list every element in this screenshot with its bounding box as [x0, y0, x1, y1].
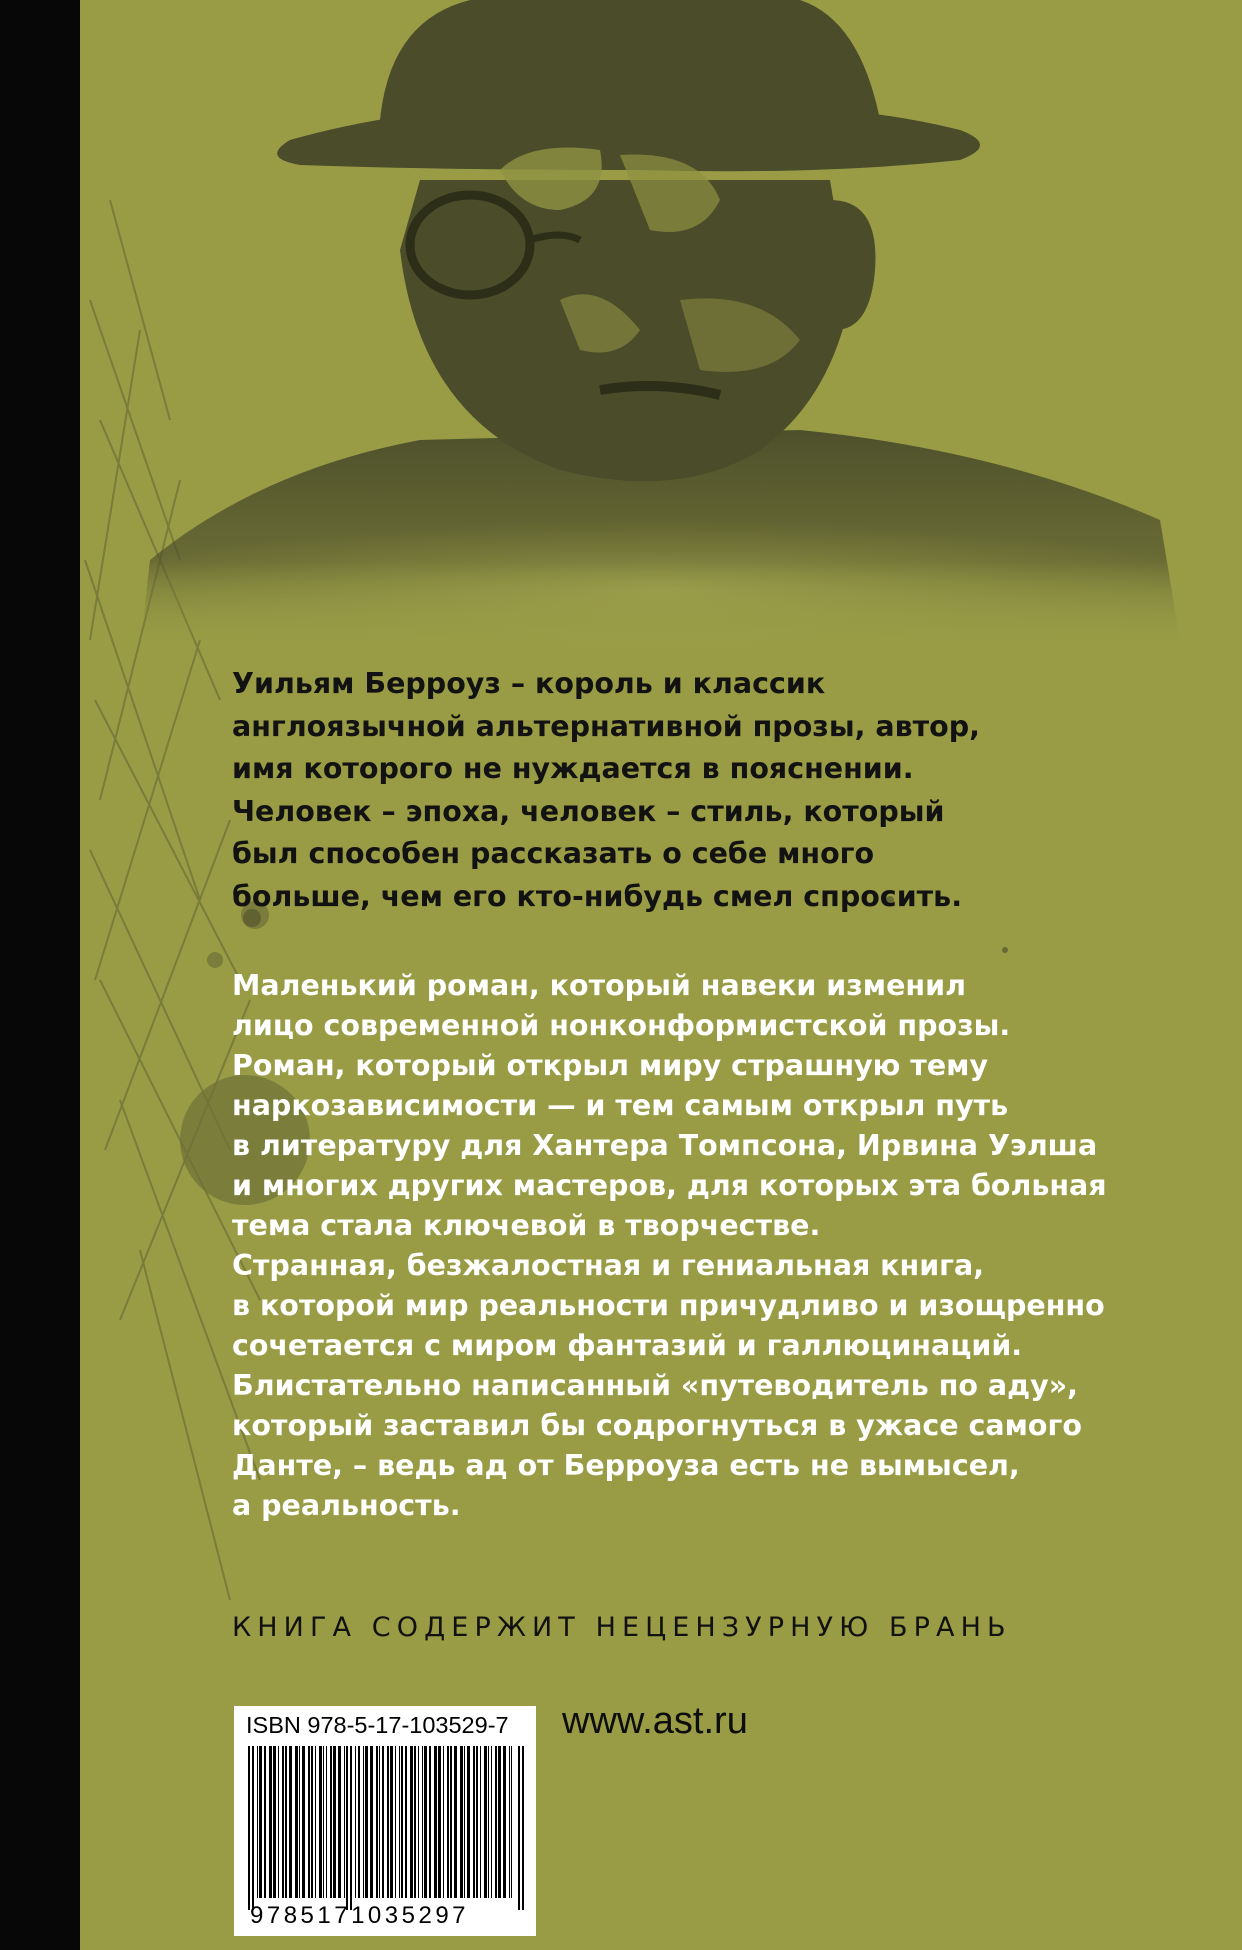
barcode-bar: [450, 1746, 452, 1898]
blurb-line: был способен рассказать о себе много: [232, 837, 875, 870]
barcode-bar: [382, 1746, 384, 1898]
description-line: сочетается с миром фантазий и галлюцинаций.: [232, 1329, 1023, 1362]
barcode-bar: [401, 1746, 403, 1898]
barcode-bar: [454, 1746, 457, 1898]
barcode-bar: [418, 1746, 419, 1898]
barcode-bar: [460, 1746, 463, 1898]
description-line: который заставил бы содрогнуться в ужасе самого: [232, 1409, 1082, 1442]
blurb-line: имя которого не нуждается в пояснении.: [232, 752, 914, 785]
barcode-digits: 9785171035297: [250, 1902, 470, 1929]
barcode-bar: [480, 1746, 481, 1898]
blurb-line: Человек – эпоха, человек – стиль, который: [232, 794, 945, 828]
barcode-bar: [467, 1746, 470, 1898]
description-line: в которой мир реальности причудливо и изощренно: [232, 1289, 1105, 1322]
barcode-bar: [498, 1746, 501, 1898]
barcode-bar: [447, 1746, 449, 1898]
barcode-bar: [495, 1746, 497, 1898]
barcode-bar: [376, 1746, 378, 1898]
blurb-line: англоязычной альтернативной прозы, автор,: [232, 709, 980, 743]
barcode-bar: [344, 1746, 345, 1898]
barcode-bar: [330, 1746, 332, 1898]
blurb-line: Уильям Берроуз – король и классик: [232, 667, 826, 700]
barcode-bar: [438, 1746, 441, 1898]
description-line: Странная, безжалостная и гениальная книга,: [232, 1249, 985, 1282]
barcode-guard-bar: [248, 1746, 250, 1910]
barcode-bar: [379, 1746, 380, 1898]
barcode-bar: [473, 1746, 475, 1898]
barcode-bar: [429, 1746, 431, 1898]
barcode-bar: [257, 1746, 258, 1898]
barcode-bar: [308, 1746, 310, 1898]
description-line: лицо современной нонконформистской прозы.: [232, 1009, 1011, 1042]
barcode-bar: [464, 1746, 465, 1898]
barcode-bar: [484, 1746, 487, 1898]
barcode-bar: [319, 1746, 322, 1898]
barcode-bar: [424, 1746, 427, 1898]
barcode-bar: [387, 1746, 389, 1898]
barcode-guard-bar: [518, 1746, 520, 1910]
book-description: [232, 966, 1152, 1526]
barcode-guard-bar: [350, 1746, 352, 1910]
barcode-bar: [370, 1746, 373, 1898]
barcode-bar: [488, 1746, 489, 1898]
barcode-bar: [509, 1746, 510, 1898]
barcode-bar: [302, 1746, 305, 1898]
description-line: тема стала ключевой в творчестве.: [232, 1209, 821, 1242]
blurb-line: больше, чем его кто-нибудь смел спросить.: [232, 879, 963, 913]
barcode-bar: [405, 1746, 407, 1898]
barcode-bar: [395, 1746, 396, 1898]
barcode-guard-bar: [522, 1746, 524, 1910]
barcode-bar: [311, 1746, 313, 1898]
author-blurb: [232, 663, 1132, 918]
barcode-bar: [414, 1746, 416, 1898]
barcode-bar: [358, 1746, 360, 1898]
barcode-bar: [333, 1746, 336, 1898]
barcode-bar: [264, 1746, 266, 1898]
barcode-bar: [273, 1746, 276, 1898]
barcode-bar: [511, 1746, 512, 1898]
barcode-bar: [410, 1746, 413, 1898]
description-line: Блистательно написанный «путеводитель по аду»,: [232, 1369, 1078, 1402]
book-spine: [0, 0, 80, 1950]
description-line: а реальность.: [232, 1489, 461, 1522]
barcode-bar: [399, 1746, 400, 1898]
barcode-bar: [363, 1746, 364, 1898]
barcode-bar: [491, 1746, 492, 1898]
barcode-bar: [434, 1746, 437, 1898]
description-line: и многих других мастеров, для которых эта больная: [232, 1169, 1107, 1202]
barcode-bar: [289, 1746, 292, 1898]
barcode-bar: [443, 1746, 444, 1898]
description-line: Маленький роман, который навеки изменил: [232, 969, 966, 1002]
content-warning: КНИГА СОДЕРЖИТ НЕЦЕНЗУРНУЮ БРАНЬ: [232, 1612, 1012, 1643]
barcode-guard-bar: [252, 1746, 254, 1910]
barcode-bar: [315, 1746, 316, 1898]
description-line: в литературу для Хантера Томпсона, Ирвина Уэлша: [232, 1129, 1098, 1162]
barcode-bar: [282, 1746, 284, 1898]
barcode-bar: [355, 1746, 356, 1898]
isbn-label: ISBN 978-5-17-103529-7: [246, 1712, 509, 1738]
barcode-bar: [269, 1746, 272, 1898]
barcode-bar: [338, 1746, 341, 1898]
barcode-bar: [278, 1746, 279, 1898]
barcode-bar: [299, 1746, 300, 1898]
barcode-bar: [503, 1746, 506, 1898]
isbn-barcode: [234, 1706, 536, 1936]
description-line: наркозависимости — и тем самым открыл путь: [232, 1089, 1009, 1122]
barcode-bar: [422, 1746, 423, 1898]
barcode-bar: [285, 1746, 287, 1898]
barcode-bar: [295, 1746, 298, 1898]
description-line: Роман, который открыл миру страшную тему: [232, 1049, 989, 1082]
description-line: Данте, – ведь ад от Берроуза есть не вымысел,: [232, 1449, 1020, 1482]
barcode-bar: [326, 1746, 327, 1898]
barcode-bar: [323, 1746, 324, 1898]
barcode-bar: [365, 1746, 368, 1898]
barcode-guard-bar: [346, 1746, 348, 1910]
barcode-bar: [390, 1746, 393, 1898]
barcode-bar: [259, 1746, 262, 1898]
publisher-website: www.ast.ru: [562, 1700, 748, 1742]
barcode-bar: [476, 1746, 478, 1898]
